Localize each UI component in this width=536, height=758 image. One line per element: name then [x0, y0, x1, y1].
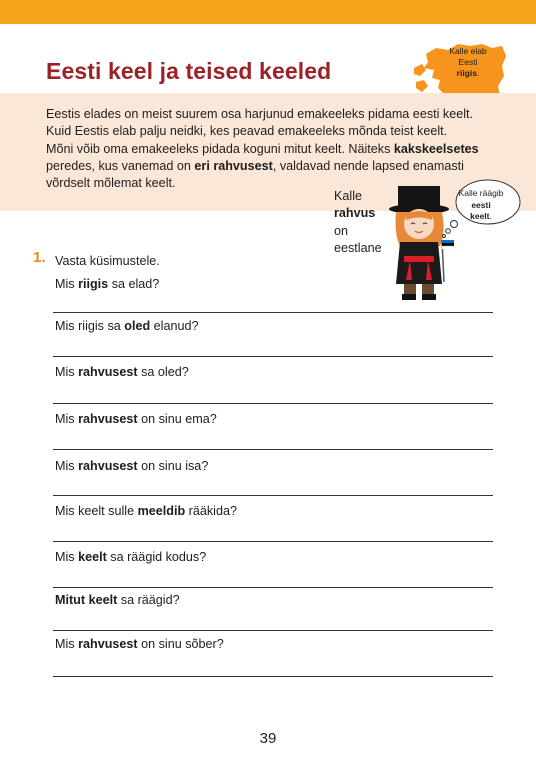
- question-text: Mis keelt sulle meeldib rääkida?: [55, 504, 237, 518]
- answer-line[interactable]: [53, 495, 493, 496]
- intro-paragraph: Eestis elades on meist suurem osa harjunud emakeeleks pidama eesti keelt. Kuid Eestis elab palju neidki, kes peavad emakeeleks mõnda teist keelt. Mõni võib oma emakeeleks pidada koguni mitut keelt. Näiteks kakskeelsetes peredes, kus vanemad on eri rahvusest, valdavad nende lapsed enamasti võrdselt mõlemat keelt.: [46, 107, 479, 191]
- page-title: Eesti keel ja teised keeled: [46, 58, 332, 84]
- page-number: 39: [259, 730, 277, 747]
- nationality-caption: Kalle rahvus on eestlane: [334, 189, 382, 255]
- question-text: Mis rahvusest on sinu isa?: [55, 459, 209, 473]
- answer-line[interactable]: [53, 449, 493, 450]
- question-text: Mis riigis sa oled elanud?: [55, 319, 199, 333]
- answer-line[interactable]: [53, 541, 493, 542]
- speech-bubble-text: Kalle räägib eesti keelt.: [458, 188, 504, 221]
- answer-line[interactable]: [53, 587, 493, 588]
- task-number: 1.: [33, 249, 46, 266]
- question-text: Mis rahvusest sa oled?: [55, 365, 189, 379]
- question-text: Mis keelt sa räägid kodus?: [55, 550, 207, 564]
- answer-line[interactable]: [53, 356, 493, 357]
- map-caption: Kalle elab Eesti riigis.: [449, 46, 487, 78]
- answer-line[interactable]: [53, 403, 493, 404]
- top-accent-bar: [0, 0, 536, 24]
- answer-line[interactable]: [53, 676, 493, 677]
- task-instruction: Vasta küsimustele.: [55, 254, 160, 268]
- question-text: Mis riigis sa elad?: [55, 277, 160, 291]
- question-text: Mitut keelt sa räägid?: [55, 593, 180, 607]
- question-text: Mis rahvusest on sinu sõber?: [55, 637, 224, 651]
- answer-line[interactable]: [53, 630, 493, 631]
- question-text: Mis rahvusest on sinu ema?: [55, 412, 217, 426]
- answer-line[interactable]: [53, 312, 493, 313]
